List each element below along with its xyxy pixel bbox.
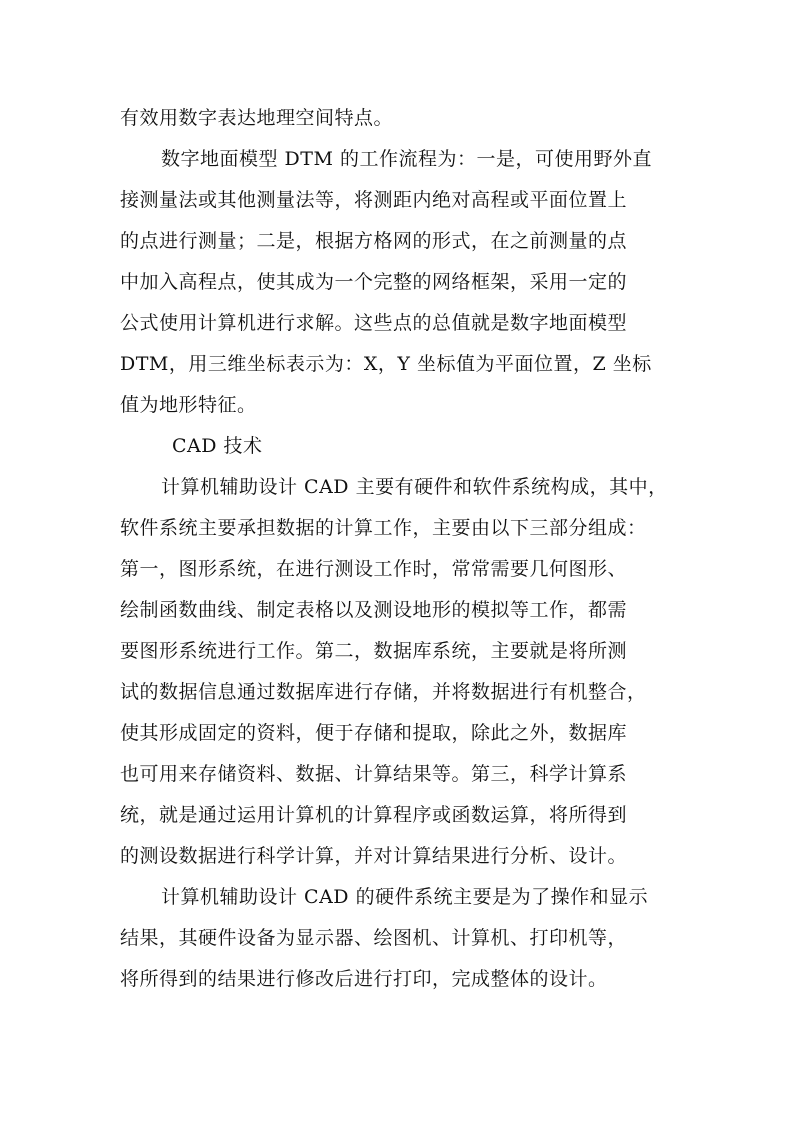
text-line: 软件系统主要承担数据的计算工作，主要由以下三部分组成： xyxy=(120,517,647,539)
text-line: 绘制函数曲线、制定表格以及测设地形的模拟等工作，都需 xyxy=(120,599,628,621)
document-body xyxy=(120,98,700,1000)
text-line: DTM，用三维坐标表示为：X，Y 坐标值为平面位置，Z 坐标 xyxy=(120,353,652,375)
paragraph-cad-hardware: 计算机辅助设计 CAD 的硬件系统主要是为了操作和显示 xyxy=(161,886,649,908)
text-line: 要图形系统进行工作。第二，数据库系统，主要就是将所测 xyxy=(120,640,628,662)
paragraph-cad-software: 计算机辅助设计 CAD 主要有硬件和软件系统构成，其中， xyxy=(161,476,668,498)
paragraph-dtm-workflow: 数字地面模型 DTM 的工作流程为：一是，可使用野外直 xyxy=(161,148,652,170)
text-line: 也可用来存储资料、数据、计算结果等。第三，科学计算系 xyxy=(120,763,628,785)
text-line: 使其形成固定的资料，便于存储和提取，除此之外，数据库 xyxy=(120,722,628,744)
section-heading-cad: CAD 技术 xyxy=(172,435,263,457)
text-line: 有效用数字表达地理空间特点。 xyxy=(120,107,394,129)
text-line: 将所得到的结果进行修改后进行打印，完成整体的设计。 xyxy=(120,968,608,990)
text-line: 的点进行测量；二是，根据方格网的形式，在之前测量的点 xyxy=(120,230,628,252)
text-line: 的测设数据进行科学计算，并对计算结果进行分析、设计。 xyxy=(120,845,628,867)
text-line: 第一，图形系统，在进行测设工作时，常常需要几何图形、 xyxy=(120,558,628,580)
text-line: 接测量法或其他测量法等，将测距内绝对高程或平面位置上 xyxy=(120,189,628,211)
text-line: 统，就是通过运用计算机的计算程序或函数运算，将所得到 xyxy=(120,804,628,826)
text-line: 试的数据信息通过数据库进行存储，并将数据进行有机整合， xyxy=(120,681,647,703)
text-line: 中加入高程点，使其成为一个完整的网络框架，采用一定的 xyxy=(120,271,628,293)
text-line: 结果，其硬件设备为显示器、绘图机、计算机、打印机等， xyxy=(120,927,628,949)
text-line: 公式使用计算机进行求解。这些点的总值就是数字地面模型 xyxy=(120,312,628,334)
text-line: 值为地形特征。 xyxy=(120,394,257,416)
